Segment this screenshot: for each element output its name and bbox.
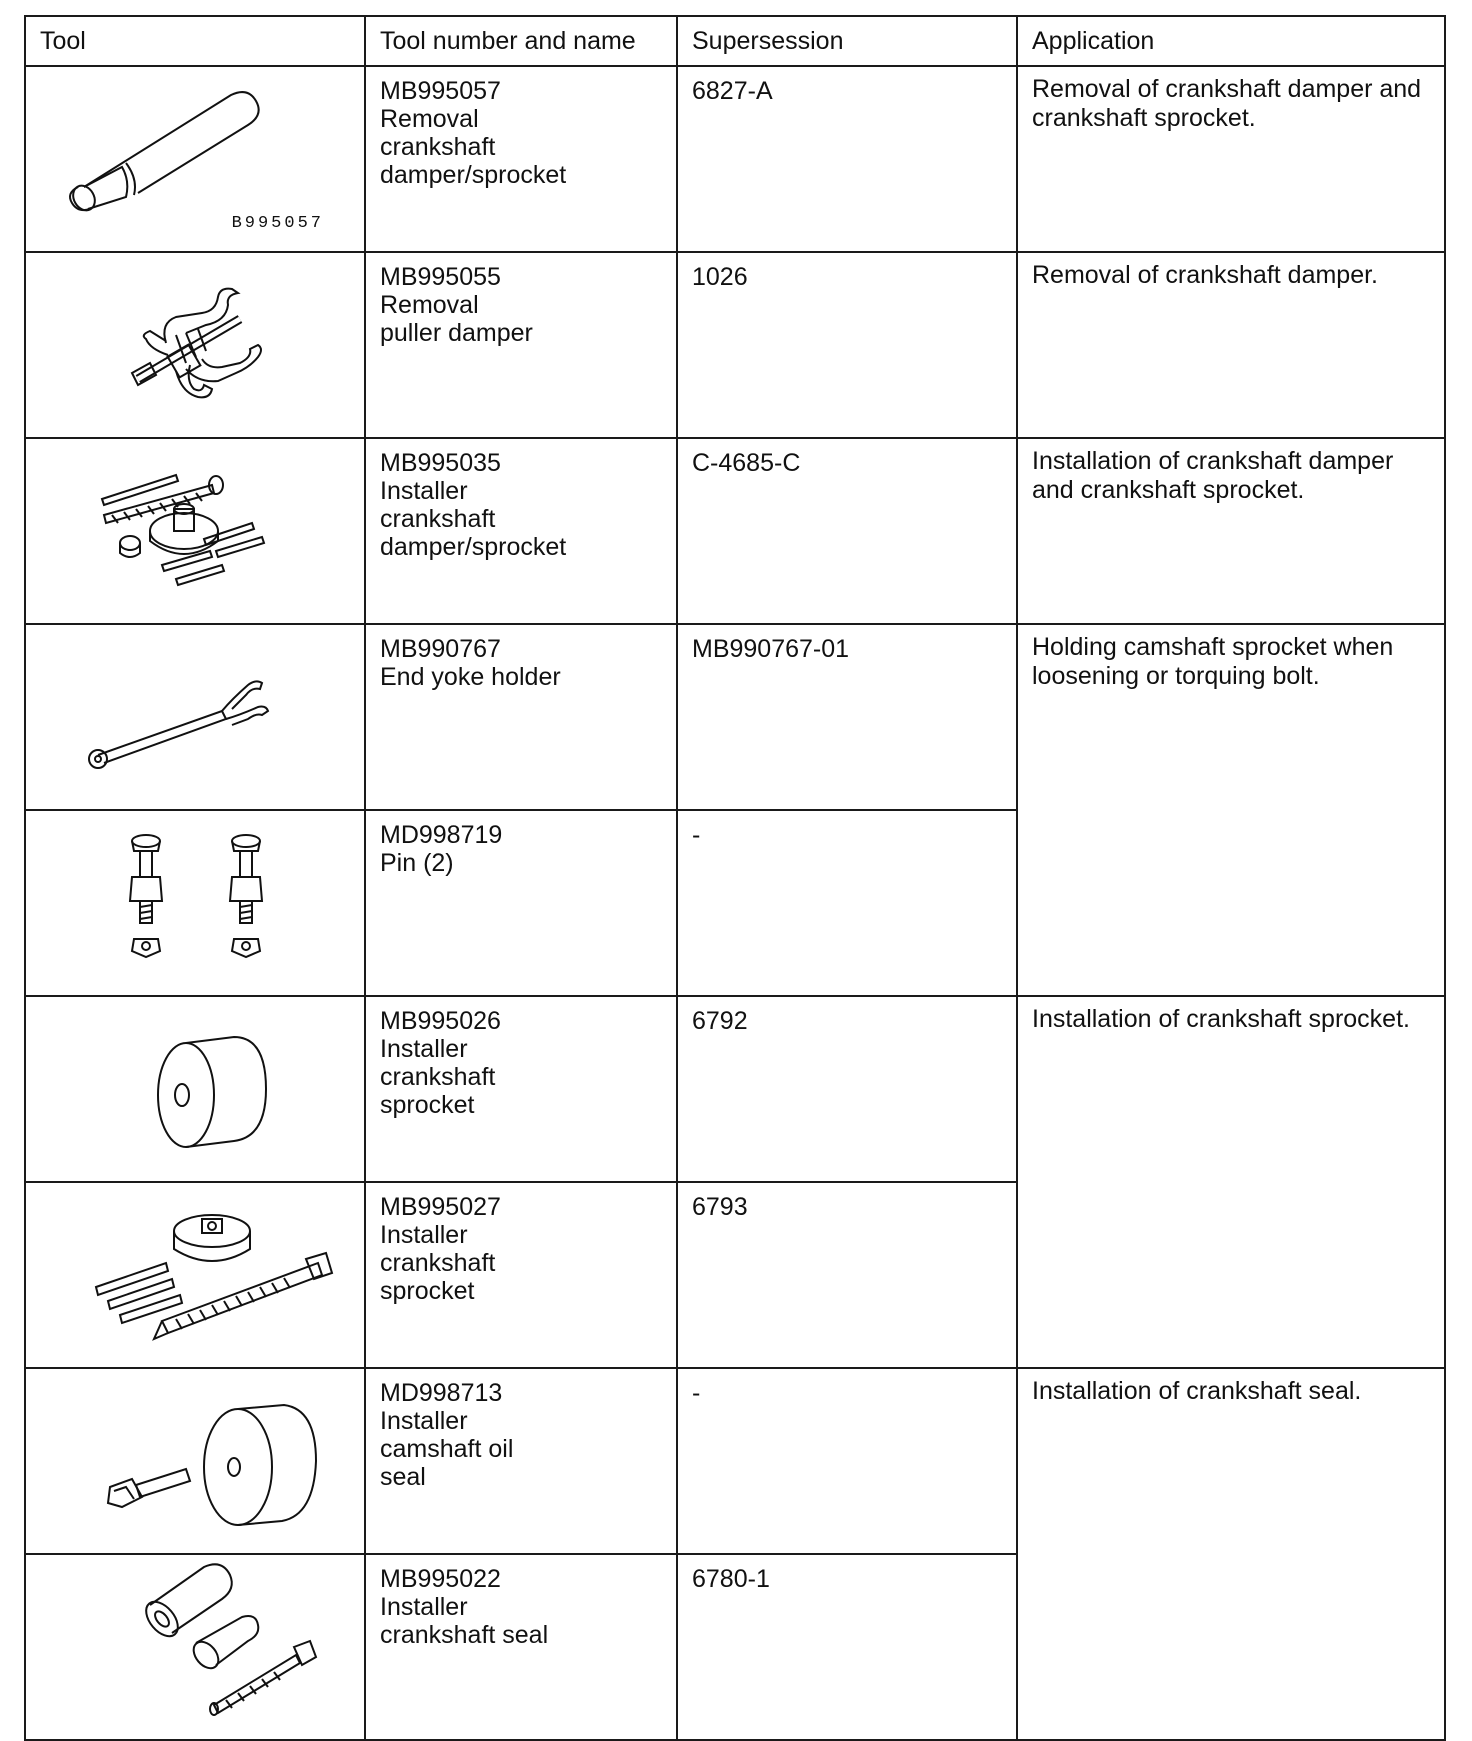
supersession-value: - [692,1379,701,1407]
application-text: Installation of crankshaft seal. [1032,1377,1362,1405]
tool-number-name-cell [365,1182,677,1368]
supersession-value: 6780-1 [692,1565,770,1593]
tool-number: MB995022 [380,1565,501,1593]
supersession-cell [677,810,1017,996]
tool-image-cell [25,1368,365,1554]
tool-number: MB995026 [380,1007,501,1035]
table-row [25,438,1445,624]
supersession-cell [677,1182,1017,1368]
tool-image-cell [25,624,365,810]
application-cell [1017,66,1445,252]
tool-number: MB995057 [380,77,501,105]
tool-name: Installer crankshaft sprocket [380,1035,496,1119]
supersession-cell [677,996,1017,1182]
tool-number-name-cell [365,66,677,252]
table-row [25,252,1445,438]
supersession-value: - [692,821,701,849]
table-row [25,624,1445,810]
tool-number: MB990767 [380,635,501,663]
tool-image-cell [25,66,365,252]
tool-name: Pin (2) [380,849,454,877]
supersession-cell [677,66,1017,252]
header-tool: Tool [25,16,365,66]
supersession-cell [677,1368,1017,1554]
supersession-value: 6793 [692,1193,748,1221]
application-text: Installation of crankshaft damper and crankshaft sprocket. [1032,447,1394,504]
tool-image-cell [25,252,365,438]
tool-name: Installer crankshaft sprocket [380,1221,496,1305]
header-row [25,16,1445,66]
application-cell [1017,996,1445,1368]
supersession-value: C-4685-C [692,449,801,477]
seal-installer-icon [26,1369,362,1549]
tool-number-name-cell [365,1554,677,1740]
tool-image-caption: B995057 [231,214,324,233]
table-row [25,66,1445,252]
seal-sleeve-icon [26,1555,362,1735]
supersession-cell [677,438,1017,624]
tool-number: MD998713 [380,1379,503,1407]
pin-icon [26,811,362,991]
tool-image-cell [25,810,365,996]
supersession-value: 1026 [692,263,748,291]
tool-number: MD998719 [380,821,503,849]
supersession-cell [677,252,1017,438]
installer-cup-icon [26,997,362,1177]
application-text: Installation of crankshaft sprocket. [1032,1005,1410,1033]
header-supersession: Supersession [677,16,1017,66]
yoke-holder-icon [26,625,362,805]
tool-image-cell [25,1182,365,1368]
tool-name: End yoke holder [380,663,561,691]
tool-name: Removal crankshaft damper/sprocket [380,105,567,189]
supersession-cell [677,624,1017,810]
header-tool-number-and-name: Tool number and name [365,16,677,66]
supersession-value: 6792 [692,1007,748,1035]
tool-name: Installer crankshaft seal [380,1593,549,1649]
tool-name: Installer camshaft oil seal [380,1407,514,1491]
tool-number-name-cell [365,624,677,810]
application-cell [1017,438,1445,624]
supersession-cell [677,1554,1017,1740]
application-text: Removal of crankshaft damper and crankshaft sprocket. [1032,75,1422,132]
application-text: Removal of crankshaft damper. [1032,261,1378,289]
table-row [25,996,1445,1182]
tool-image-cell [25,1554,365,1740]
tool-number-name-cell [365,810,677,996]
header-application: Application [1017,16,1445,66]
tool-number-name-cell [365,996,677,1182]
tool-number-name-cell [365,438,677,624]
tool-number-name-cell [365,1368,677,1554]
application-cell [1017,624,1445,996]
supersession-value: MB990767-01 [692,635,850,663]
supersession-value: 6827-A [692,77,773,105]
tool-number: MB995035 [380,449,501,477]
special-tools-table [24,15,1446,1741]
installer-screw-icon [26,1183,362,1363]
tool-number: MB995027 [380,1193,501,1221]
application-cell [1017,1368,1445,1740]
table-row [25,1368,1445,1554]
tool-name: Removal puller damper [380,291,533,347]
puller-icon [26,253,362,433]
application-cell [1017,252,1445,438]
tool-image-cell [25,438,365,624]
tool-image-cell [25,996,365,1182]
tool-number-name-cell [365,252,677,438]
application-text: Holding camshaft sprocket when loosening or torquing bolt. [1032,633,1394,690]
tool-name: Installer crankshaft damper/sprocket [380,477,567,561]
installer-kit-icon [26,439,362,619]
tool-number: MB995055 [380,263,501,291]
